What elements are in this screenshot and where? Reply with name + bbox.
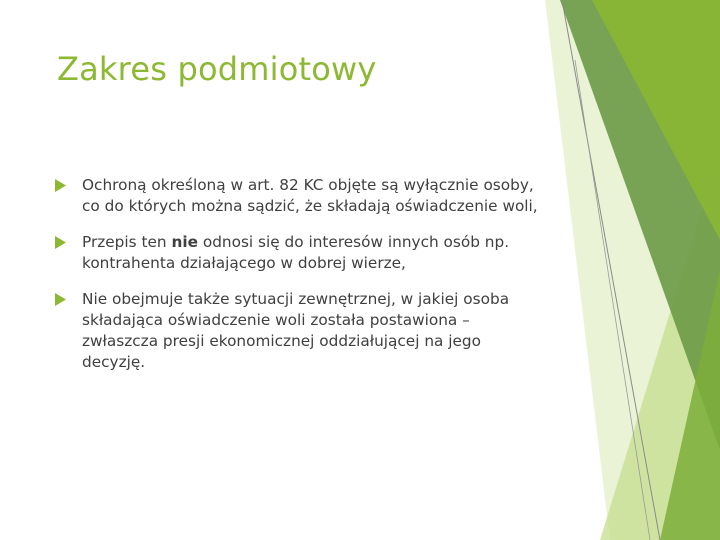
slide-title: Zakres podmiotowy [57, 50, 377, 88]
bullet-item [54, 175, 544, 217]
bullet-text-bold: nie [171, 233, 198, 251]
bullet-text-part: Przepis ten [82, 233, 172, 251]
bullet-text-part: Ochroną określoną w art. 82 KC objęte są wyłącznie osoby, co do których można sądzić, że składają oświadczenie woli, [82, 176, 538, 215]
bullet-text-part: Nie obejmuje także sytuacji zewnętrznej, w jakiej osoba składająca oświadczenie woli została postawiona – zwłaszcza presji ekonomicznej oddziałującej na jego decyzję. [82, 290, 510, 371]
bullet-text [82, 289, 544, 373]
bullet-text-part: odnosi się do interesów innych osób np. kontrahenta działającego w dobrej wierze, [82, 233, 510, 272]
green-triangle-bullet-icon [54, 293, 67, 306]
bullet-text [82, 175, 544, 217]
bullet-item [54, 289, 544, 373]
bullet-item [54, 232, 544, 274]
green-triangle-bullet-icon [54, 236, 67, 249]
bullet-list [54, 175, 544, 388]
bullet-text [82, 232, 544, 274]
green-triangle-bullet-icon [54, 179, 67, 192]
